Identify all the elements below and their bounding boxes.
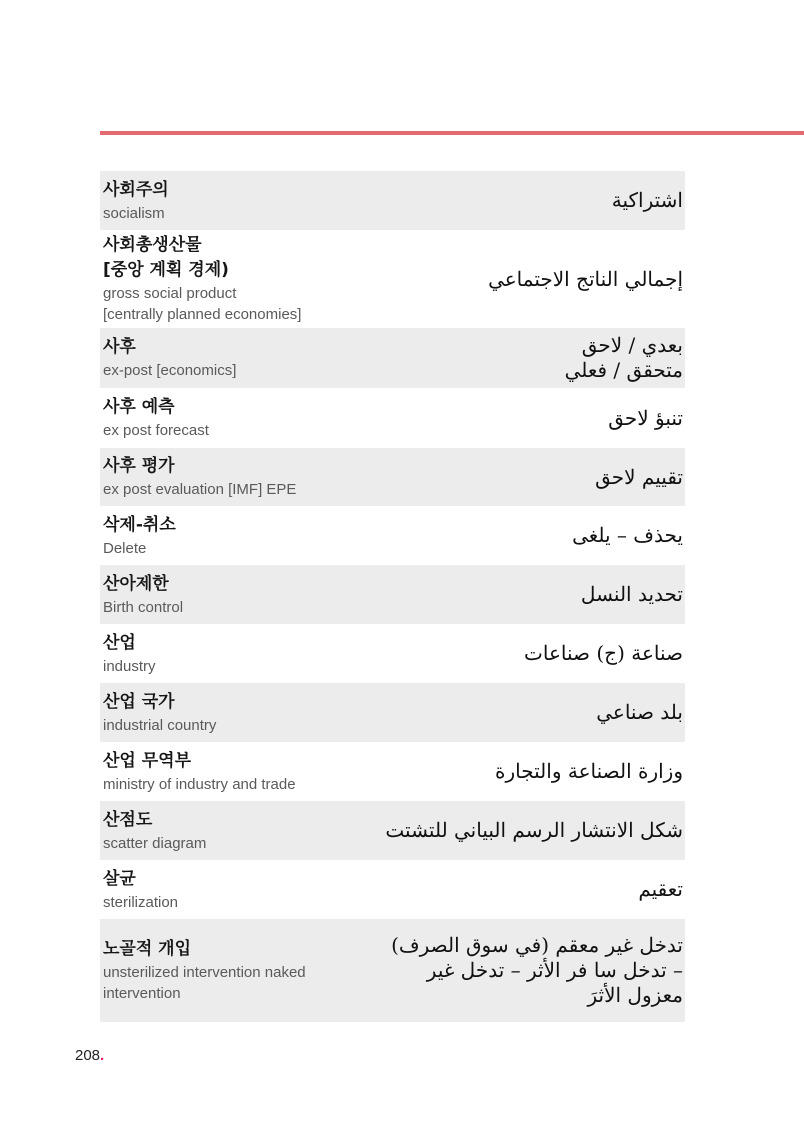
glossary-row [100,506,685,565]
glossary-row [100,388,685,448]
term-source [103,513,343,559]
korean-term: 살균 [103,868,136,889]
korean-term: 사후 평가 [103,456,175,476]
arabic-term: تنبؤ لاحق [608,405,683,430]
english-term: scatter diagram [103,834,207,852]
arabic-term: تعقيم [638,877,683,901]
glossary-row [100,328,685,388]
page-number-dot: . [100,1047,105,1064]
korean-term: 노골적 개입 [103,939,192,959]
arabic-term: بعدي / لاحق متحقق / فعلي [564,333,683,382]
glossary-row [100,919,685,1022]
english-term: Delete [103,539,147,557]
term-source [103,233,343,325]
glossary-row [100,230,685,328]
glossary-row [100,683,685,742]
korean-term: 사회총생산물 [중앙 계획 경제) [103,235,229,280]
glossary-row [100,624,685,683]
term-source [103,631,343,677]
english-term: unsterilized intervention naked intervention [103,964,306,1002]
glossary-row [100,860,685,919]
korean-term: 삭제-취소 [103,514,176,535]
arabic-term: تدخل غير معقم (في سوق الصرف) – تدخل سا فر الأثر – تدخل غير معزول الأثرَ [391,933,683,1007]
english-term: ex-post [economics] [103,362,237,379]
arabic-term: شكل الانتشار الرسم البياني للتشتت [385,818,683,842]
arabic-term: تقييم لاحق [595,464,683,489]
english-term: sterilization [103,893,179,911]
term-source [103,395,343,441]
arabic-term: إجمالي الناتج الاجتماعي [488,266,683,291]
english-term: Birth control [103,598,184,616]
korean-term: 산업 [103,632,136,653]
glossary-row [100,565,685,624]
header-rule [100,131,804,135]
term-source [103,867,343,913]
page-number [75,1047,104,1064]
term-source [103,808,343,854]
arabic-term: بلد صناعي [596,700,683,724]
english-term: industrial country [103,716,217,734]
korean-term: 사후 예측 [103,397,175,417]
english-term: ministry of industry and trade [103,775,296,793]
korean-term: 산업 국가 [103,691,175,712]
arabic-term: يحذف – يلغى [572,523,683,547]
page-number-text: 208 [75,1047,101,1064]
term-source [103,937,343,1004]
term-source [103,178,343,224]
korean-term: 사후 [103,337,136,357]
term-source [103,572,343,618]
term-source [103,454,343,500]
term-source [103,335,343,381]
glossary-row [100,171,685,230]
english-term: ex post forecast [103,422,209,439]
korean-term: 산아제한 [103,573,169,594]
arabic-term: وزارة الصناعة والتجارة [495,759,683,783]
korean-term: 사회주의 [103,179,169,200]
term-source [103,749,343,795]
korean-term: 산업 무역부 [103,750,192,771]
glossary-row [100,742,685,801]
arabic-term: صناعة (ج) صناعات [524,641,683,665]
english-term: socialism [103,204,165,222]
english-term: industry [103,657,156,675]
korean-term: 산점도 [103,809,153,830]
arabic-term: تحديد النسل [580,582,683,606]
glossary-table [100,171,685,1022]
english-term: ex post evaluation [IMF] EPE [103,481,297,498]
glossary-row [100,801,685,860]
english-term: gross social product [centrally planned economies] [103,285,302,323]
arabic-term: اشتراكية [611,188,683,212]
glossary-row [100,448,685,506]
term-source [103,690,343,736]
